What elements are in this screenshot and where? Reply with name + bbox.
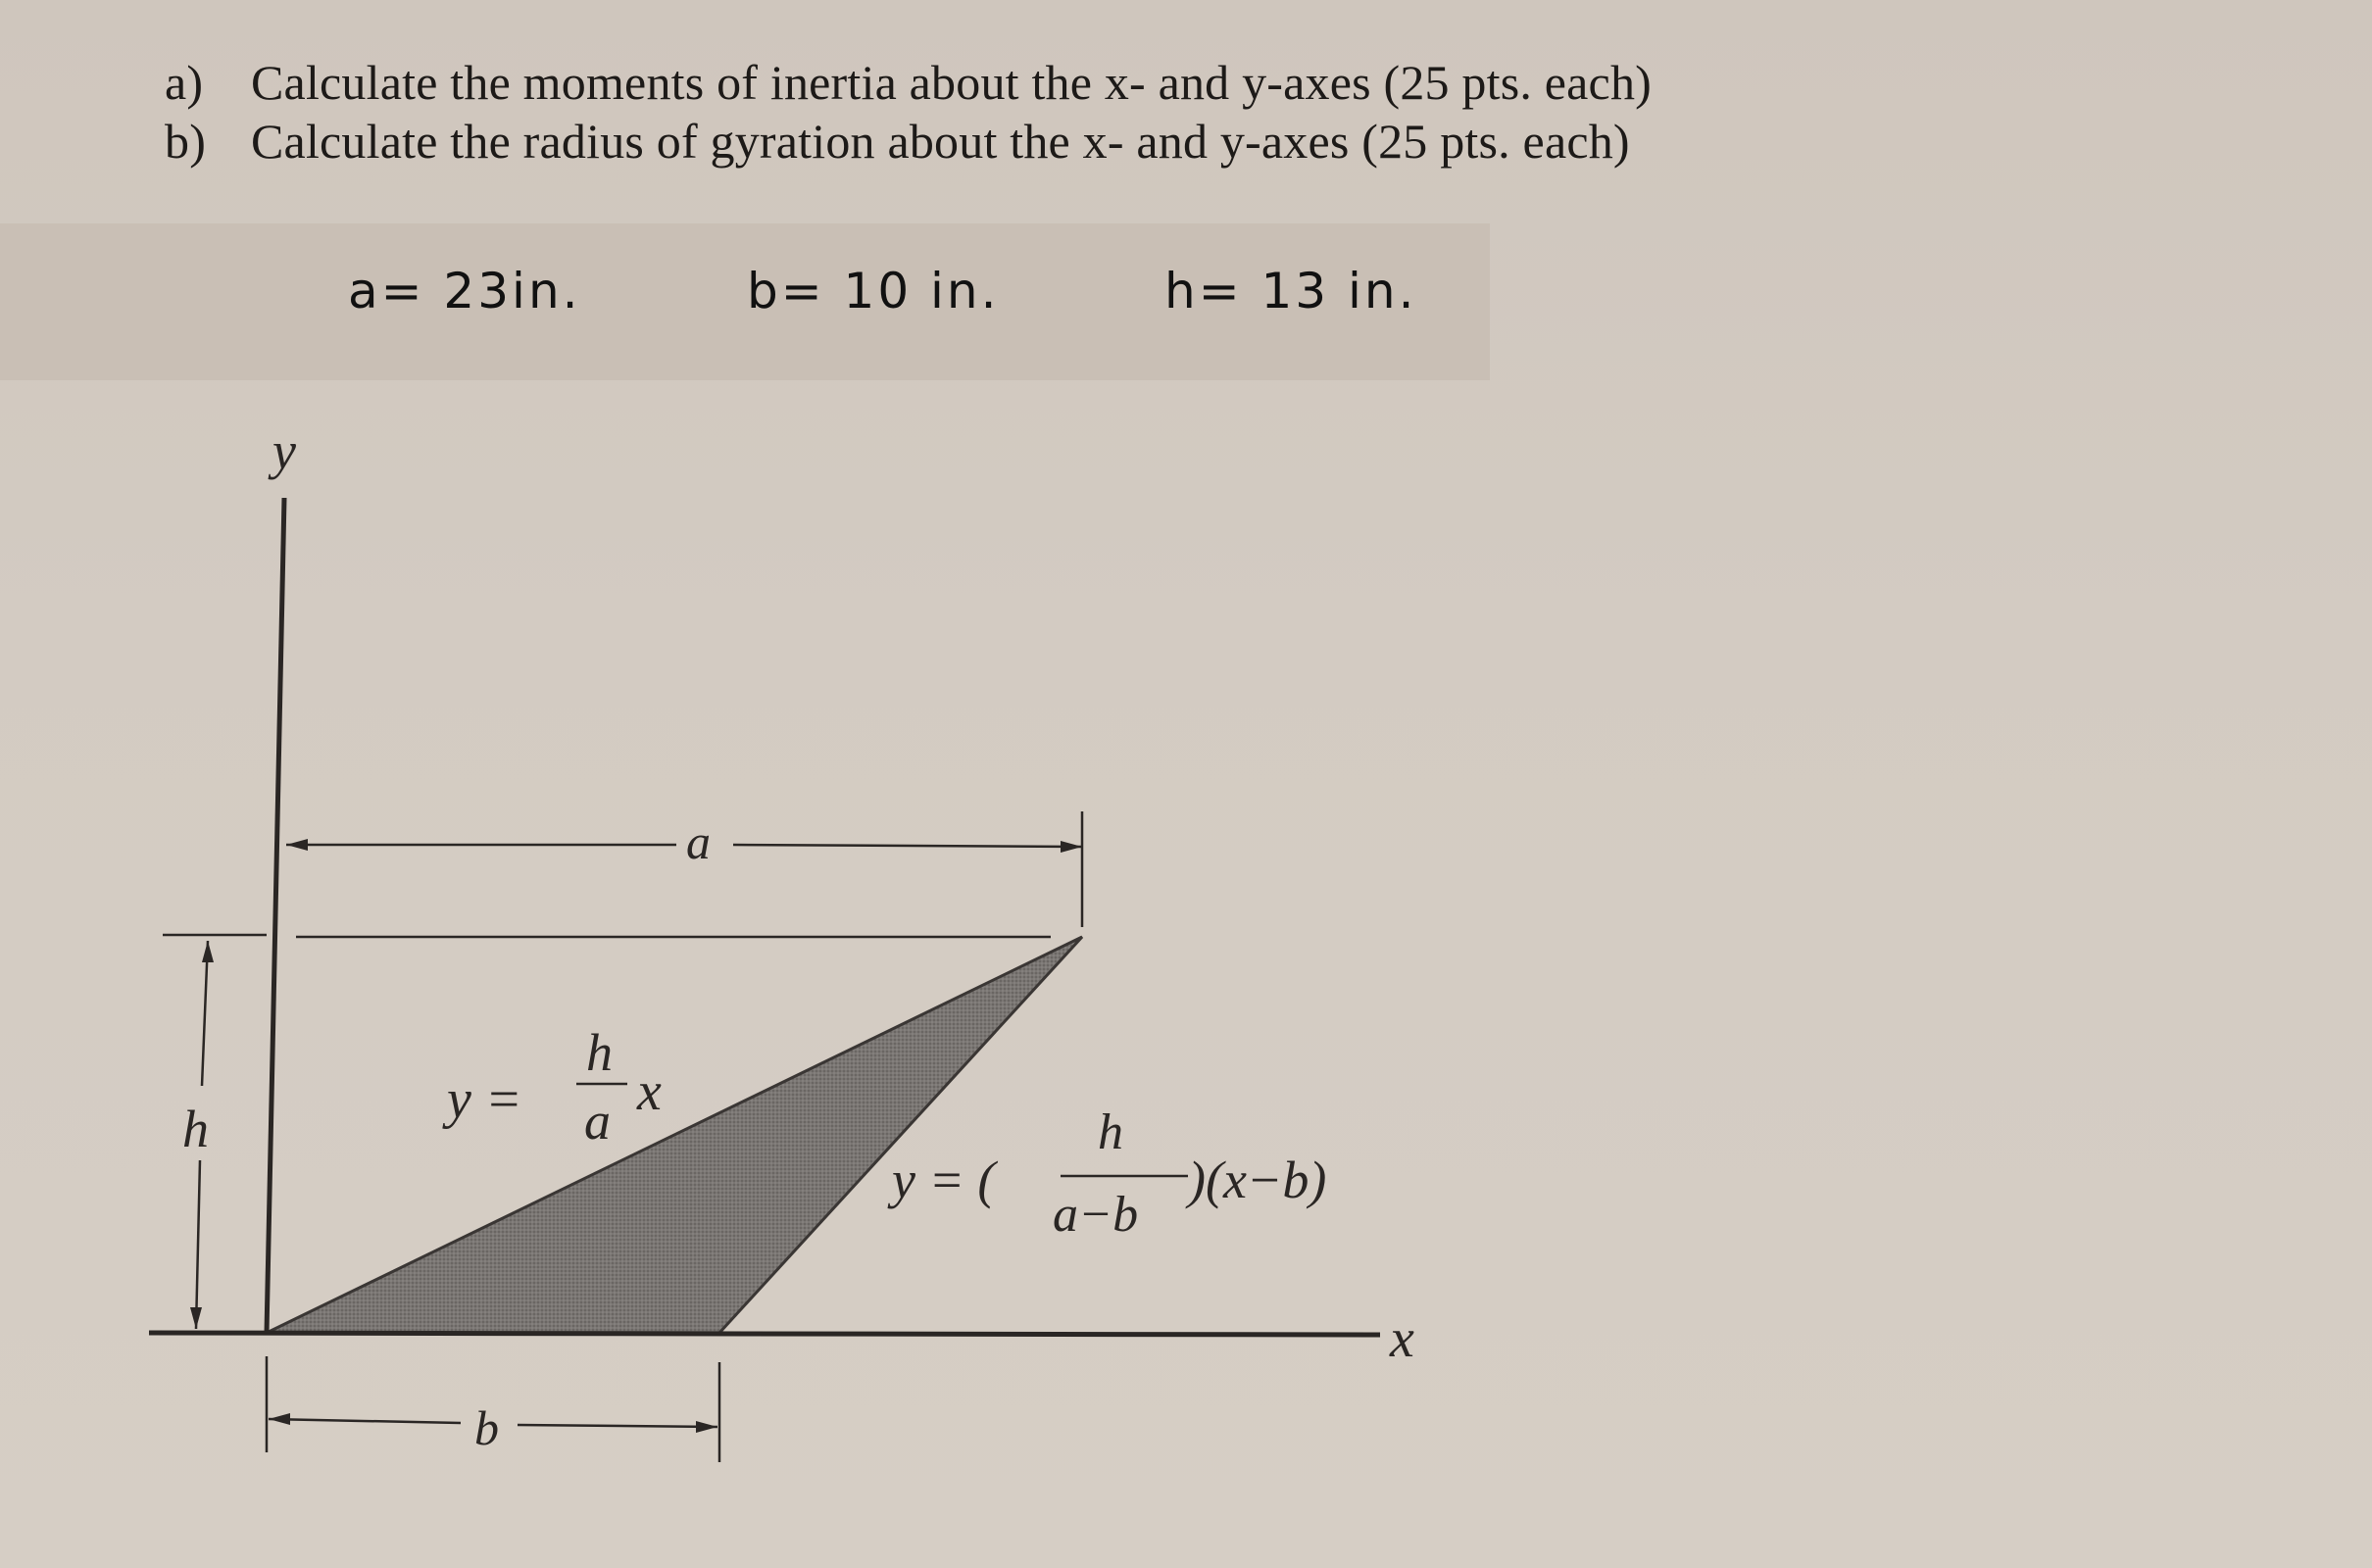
given-h: h= 13 in.	[1164, 263, 1417, 319]
dim-h-arrow-top	[202, 941, 214, 962]
dim-h-line-top	[202, 941, 208, 1086]
question-b-text: Calculate the radius of gyration about the x- and y-axes (25 pts. each)	[251, 114, 1630, 169]
x-axis	[149, 1333, 1380, 1335]
eq1-denominator: a	[584, 1092, 611, 1151]
dim-b-line-right	[518, 1425, 717, 1427]
dim-b-arrow-left	[269, 1413, 290, 1425]
dim-b-arrow-right	[696, 1421, 717, 1433]
dim-a-line-right	[733, 845, 1082, 847]
eq1-numerator: h	[586, 1023, 613, 1082]
dim-h-line-bottom	[196, 1160, 200, 1329]
eq2-rhs: )(x−b)	[1188, 1151, 1327, 1209]
eq2-denominator: a−b	[1053, 1187, 1139, 1243]
eq1-lhs: y =	[447, 1069, 522, 1130]
equation-lower-edge	[887, 1104, 1326, 1243]
dim-a-arrow-left	[286, 839, 308, 851]
y-axis-label: y	[272, 421, 296, 480]
shaded-area	[267, 937, 1082, 1333]
dim-a-arrow-right	[1061, 841, 1082, 853]
dim-a-label: a	[686, 814, 711, 869]
question-a-text: Calculate the moments of inertia about the x- and y-axes (25 pts. each)	[251, 55, 1652, 110]
dim-h-arrow-bottom	[190, 1307, 202, 1329]
eq1-rhs: x	[637, 1061, 662, 1122]
dim-b-label: b	[474, 1400, 499, 1455]
equation-upper-edge	[442, 1023, 662, 1151]
dim-b-line-left	[269, 1419, 461, 1423]
given-b: b= 10 in.	[747, 263, 1000, 319]
question-b-label: b)	[165, 114, 207, 169]
eq2-numerator: h	[1098, 1104, 1123, 1160]
eq2-lhs: y = (	[892, 1151, 996, 1209]
x-axis-label: x	[1390, 1308, 1414, 1369]
y-axis	[267, 498, 284, 1333]
question-a-label: a)	[165, 55, 204, 110]
dim-h-label: h	[182, 1100, 209, 1158]
given-a: a= 23in.	[348, 263, 581, 319]
